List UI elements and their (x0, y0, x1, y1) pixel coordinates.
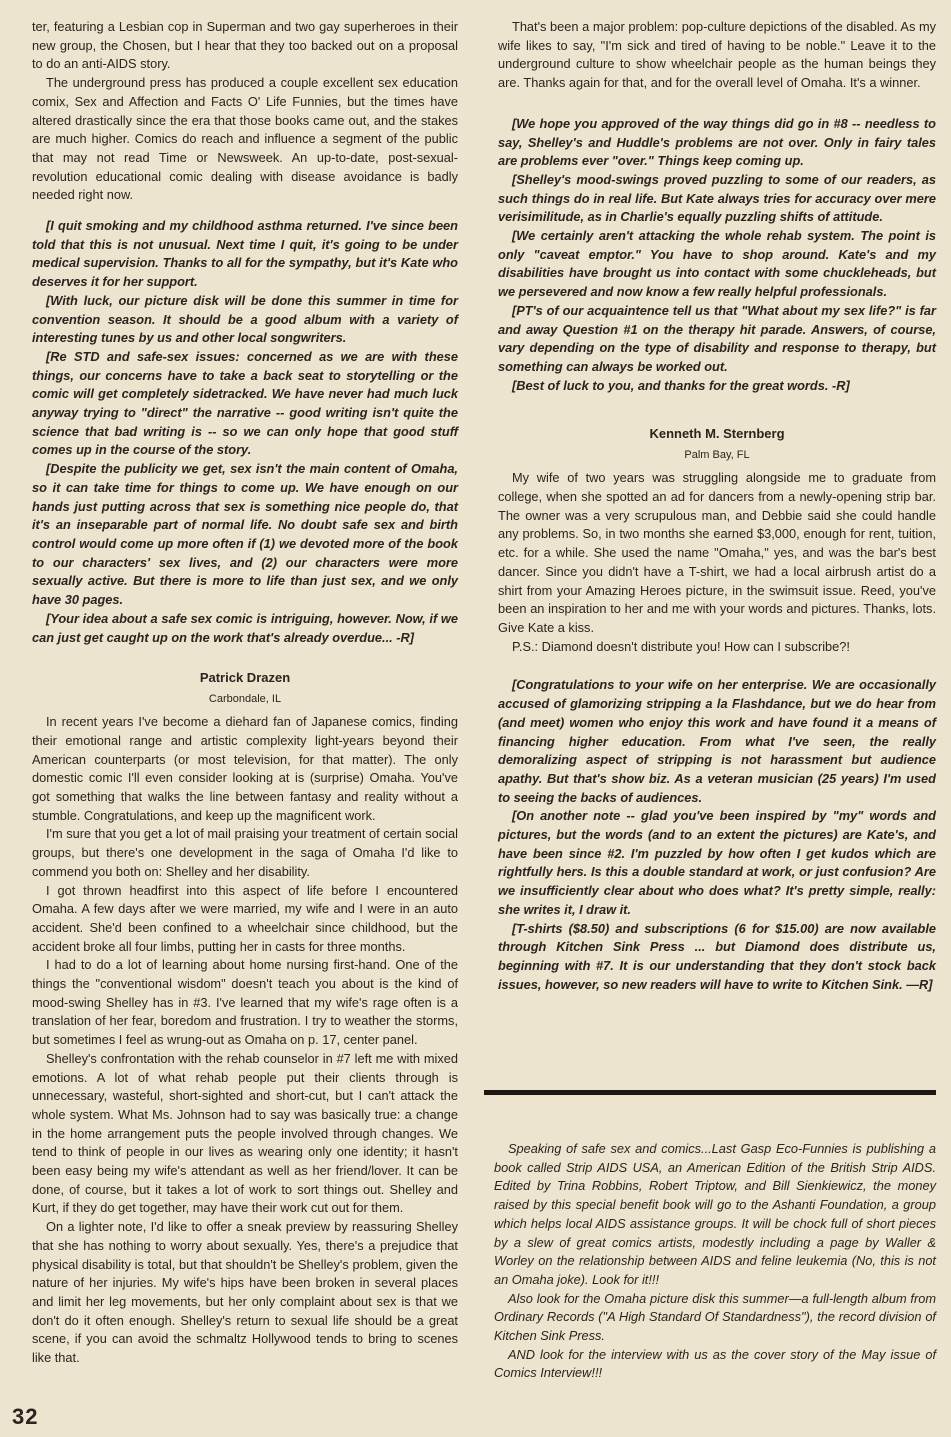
letter-paragraph: I got thrown headfirst into this aspect of life before I encountered Omaha. A few days after we were married, my wife and I were in an auto accident. She'd been confined to a wheelchair since childhood, but the accident broke all four limbs, putting her in casts for three months. (32, 882, 458, 954)
editor-reply: [We hope you approved of the way things did go in #8 -- needless to say, Shelley's and Huddle's problems are not over. Only in fairy tales are problems ever "over." Things keep coming up. (498, 115, 936, 169)
page-number: 32 (12, 1404, 39, 1429)
announcement-box (494, 1140, 936, 1383)
editor-reply: [We certainly aren't attacking the whole rehab system. The point is only "caveat emptor." You have to shop around. Kate's and my disabilities have brought us into contact with some chuckleheads, but we persevered and now know a few really helpful professionals. (498, 228, 936, 300)
letter-author-name: Kenneth M. Sternberg (649, 426, 785, 442)
editor-reply: [On another note -- glad you've been inspired by "my" words and pictures, but the words (and to an extent the pictures) are Kate's, and have been since #2. I'm puzzled by how often I get kudos which are rightfully hers. Is this a double standard at work, or just confusion? Are we insufficiently clear about who does what? It's pretty simple, really: she writes it, I draw it. (498, 808, 936, 917)
letter-signature (32, 669, 458, 707)
announcement-paragraph: Also look for the Omaha picture disk this summer—a full-length album from Ordinary Records ("A High Standard Of Standardness"), the record division of Kitchen Sink Press. (494, 1290, 936, 1344)
editor-reply: [Congratulations to your wife on her enterprise. We are occasionally accused of glamorizing stripping a la Flashdance, but we do hear from (and meet) women who enjoy this work and have found it a means of financing higher education. From what I've seen, the really demoralizing aspect of stripping is not harassment but audience apathy. But that's show biz. As a veteran musician (25 years) I'm used to seeing the backs of audiences. (498, 677, 936, 805)
editor-reply-block (32, 217, 458, 647)
letter-author-location: Palm Bay, FL (684, 449, 750, 462)
letter-author-location: Carbondale, IL (208, 693, 282, 706)
editor-reply: [T-shirts ($8.50) and subscriptions (6 for $15.00) are now available through Kitchen Sink Press ... but Diamond does distribute us, beginning with #7. It is our understanding that they don't stock back issues, however, so new readers will have to write to Kitchen Sink. —R] (498, 920, 936, 992)
editor-reply: [Shelley's mood-swings proved puzzling to some of our readers, as such things do in real life. But Kate always tries for accuracy over mere verisimilitude, as in Charlie's equally puzzling shifts of attitude. (498, 171, 936, 225)
letter-paragraph: I'm sure that you get a lot of mail praising your treatment of certain social groups, but there's one development in the saga of Omaha I'd like to commend you both on: Shelley and her disability. (32, 826, 458, 879)
letter-paragraph: I had to do a lot of learning about home nursing first-hand. One of the things the "conventional wisdom" doesn't teach you about is the kind of mood-swing Shelley has in #3. I've learned that my wife's rage often is a translation of her fear, boredom and frustration. I try to weather the storms, but sometimes I feel as wrung-out as Omaha on p. 17, center panel. (32, 957, 458, 1048)
editor-reply: [With luck, our picture disk will be done this summer in time for convention season. It should be a good album with a variety of interesting tunes by us and other local songwriters. (32, 292, 458, 346)
announcement-paragraph: Speaking of safe sex and comics...Last Gasp Eco-Funnies is publishing a book called Strip AIDS USA, an American Edition of the British Strip AIDS. Edited by Trina Robbins, Robert Triptow, and Bill Sienkiewicz, the money raised by this special benefit book will go to the Ashanti Foundation, a group which helps local AIDS assistance groups. It will be chock full of short pieces by a slew of great comics artists, modestly including a page by Waller & Worley on the relationship between AIDS and feline leukemia (No, this is not an Omaha joke). Look for it!!! (494, 1141, 936, 1287)
letter-author-name: Patrick Drazen (199, 670, 291, 686)
editor-reply: [I quit smoking and my childhood asthma returned. I've since been told that this is not unusual. Next time I quit, it's going to be under medical supervision. Thanks to all for the sympathy, but it's Kate who deserves it for her support. (32, 218, 458, 290)
letter-paragraph: Shelley's confrontation with the rehab counselor in #7 left me with mixed emotions. A lot of what rehab people put their clients through is unnecessary, wasteful, short-sighted and short-cut, but I can't attack the whole system. What Ms. Johnson had to say was basically true: a change in the home arrangement puts the people involved through changes. We tend to think of people in our lives as wearing only one identity; it hasn't been easy being my wife's attendant as well as her friend/lover. It can be done, of course, but it takes a lot of work to sort things out. Shelley and Kurt, if they do get together, may have their work cut out for them. (32, 1050, 458, 1216)
editor-reply: [Best of luck to you, and thanks for the great words. -R] (512, 377, 850, 393)
letter-continuation-paragraph: ter, featuring a Lesbian cop in Superman and two gay superheroes in their new group, the Chosen, but I hear that they too backed out on a proposal to do an anti-AIDS story. (32, 19, 458, 72)
letter-paragraph: On a lighter note, I'd like to offer a sneak preview by reassuring Shelley that she has nothing to worry about sexually. Yes, there's a prejudice that physical disability is total, but that shouldn't be Shelley's problem, given the nature of her injuries. My wife's hips have been broken in several places and limit her leg movements, but her only complaint about sex is that we don't do it often enough. Shelley's return to sexual life should be a great scene, if you can avoid the schmaltz Hollywood tends to bring to scenes like that. (32, 1219, 458, 1366)
editor-reply: [Despite the publicity we get, sex isn't the main content of Omaha, so it can take time for things to come up. We have enough on our hands just putting across that sex is something nice people do, that it's an inseparable part of normal life. No doubt safe sex and birth control would come up more often if (1) we devoted more of the book to our characters' sex lives, and (2) our characters were more sexually active. But there is more to life than just sex, and we only have 30 pages. (32, 461, 458, 608)
letter-continuation-paragraph: That's been a major problem: pop-culture depictions of the disabled. As my wife likes to say, "I'm sick and tired of having to be noble." Leave it to the underground culture to show wheelchair people as the human beings they are. Thanks again for that, and for the overall level of Omaha. It's a winner. (498, 19, 936, 91)
letter-paragraph: My wife of two years was struggling alongside me to graduate from college, when she spotted an ad for dancers from a newly-opening strip bar. The owner was a very scrupulous man, and Debbie said she could handle any problems. So, in two months she earned $3,000, enough for rent, tuition, etc. for a while. She used the name "Omaha," yes, and was the bar's best dancer. Since you didn't have a T-shirt, we had a local airbrush artist do a shirt from your Amazing Heroes picture, in the swimsuit issue. Reed, you've been an inspiration to her and me with your words and pictures. Thanks, lots. Give Kate a kiss. (498, 470, 936, 635)
left-column (32, 18, 458, 1368)
announcement-paragraph: AND look for the interview with us as the cover story of the May issue of Comics Interview!!! (494, 1346, 936, 1381)
section-divider-rule (484, 1090, 936, 1095)
letter-paragraph: The underground press has produced a couple excellent sex education comix, Sex and Affection and Facts O' Life Funnies, but the times have altered drastically since the era that those books came out, and the stakes are much higher. Comics do reach and influence a segment of the public that may not read Time or Newsweek. An up-to-date, post-sexual-revolution educational comic dealing with disease avoidance is badly needed right now. (32, 75, 458, 203)
editor-reply-block (498, 676, 936, 994)
letter-paragraph: In recent years I've become a diehard fan of Japanese comics, finding their emotional range and artistic complexity light-years beyond their American counterparts (or most television, for that matter). The only domestic comic I'll even consider looking at is (surprise) Omaha. You've got something that walks the line between fantasy and reality without a stumble. Congratulations, and keep up the magnificent work. (32, 714, 458, 823)
letter-paragraph: P.S.: Diamond doesn't distribute you! How can I subscribe?! (512, 638, 850, 654)
editor-reply: [Your idea about a safe sex comic is intriguing, however. Now, if we can just get caught up on the work that's already overdue... -R] (32, 610, 458, 645)
editor-reply: [PT's of our acquaintence tell us that "What about my sex life?" is far and away Question #1 on the therapy hit parade. Answers, of course, vary depending on the type of disability and response to therapy, but something can always be worked out. (498, 302, 936, 374)
letter-signature (498, 425, 936, 463)
editor-reply-block (498, 115, 936, 396)
right-column (498, 18, 936, 994)
editor-reply: [Re STD and safe-sex issues: concerned as we are with these things, our concerns have to take a back seat to storytelling or the comic will get completely sidetracked. We have never had much luck anyway trying to "direct" the narrative -- good writing isn't quite the science that bad writing is -- so we can only hope that good stuff comes up in the course of the story. (32, 348, 458, 458)
